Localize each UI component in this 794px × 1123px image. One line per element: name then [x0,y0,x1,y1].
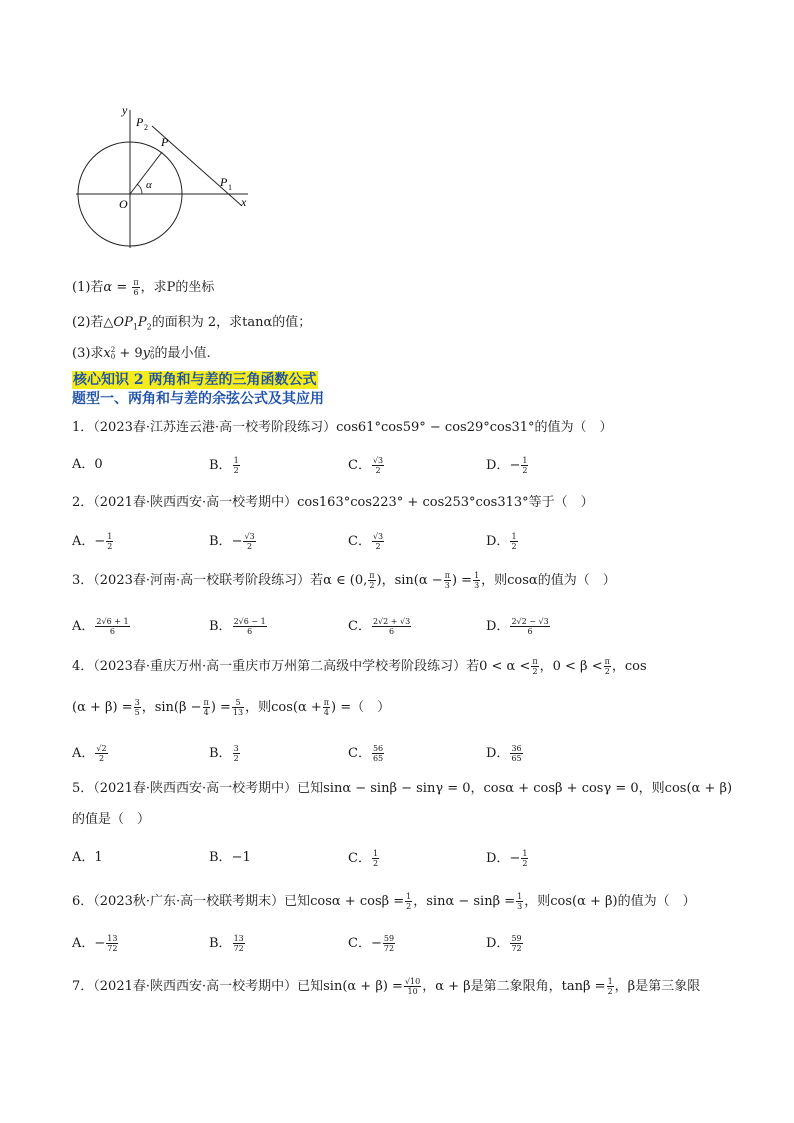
option-prefix: − [370,936,382,951]
sub-question-3 [72,345,211,363]
option-fraction [521,849,528,868]
frac-num: √3 [372,532,384,541]
option-label: C． [348,851,371,866]
option-label: C． [348,936,371,951]
frac-num: 59 [511,934,522,943]
q7-text-a: 7．（2021春·陕西西安·高一校考期中）已知sin(α + β) = [72,979,403,994]
subsection-heading: 题型一、两角和与差的余弦公式及其应用 [72,391,324,407]
option-c [348,934,396,953]
option-a [72,849,103,867]
q4-text-b: ，0 < β < [539,659,603,674]
frac-den: 2 [511,542,517,551]
frac-den: 2 [607,987,613,996]
frac-num: 56 [372,744,384,753]
q6-text-a: 6．（2023秋·广东·高一校联考期末）已知cosα + cosβ = [72,894,405,909]
option-label: A． [72,619,95,634]
frac-num: 1 [406,892,412,901]
frac-num: 2√2 + √3 [372,617,411,626]
option-fraction [510,744,522,763]
option-b [209,744,241,763]
point-p1-subscript: 1 [228,183,232,192]
option-label: B． [209,534,232,549]
option-fraction [510,934,522,953]
option-fraction [106,934,118,953]
option-fraction [233,744,240,763]
q7-text-b: ，α + β是第二象限角，tanβ = [422,979,606,994]
frac-num: 13 [107,934,118,943]
y-axis-label: y [122,103,128,117]
frac-den: 2 [233,466,239,475]
option-label: A． [72,850,95,865]
frac-den: 2 [522,466,528,475]
frac-den: 2 [98,754,105,763]
alpha-label: α [146,179,152,191]
frac-num: 1 [511,532,517,541]
option-a [72,934,119,953]
sq3-x-sup: 2 [110,345,116,354]
frac-num: π [323,698,330,707]
frac-den: 65 [511,754,522,763]
frac-num: √3 [244,532,255,541]
section-heading: 核心知识 2 两角和与差的三角函数公式 [73,372,317,388]
q4-text-d: (α + β) = [72,700,133,715]
option-c [348,617,412,636]
option-fraction [233,934,245,953]
option-prefix: − [94,534,106,549]
q4-frac-3 [134,698,141,717]
option-label: D． [486,534,510,549]
option-prefix: − [509,851,521,866]
sq1-text: (1)若 [72,280,104,295]
option-a [72,532,114,551]
q4-text-f: ) = [210,700,231,715]
frac-den: 72 [383,944,395,953]
option-label: A． [72,936,95,951]
q7-frac-2 [607,977,614,996]
option-label: B． [209,746,232,761]
sub-question-2 [72,314,311,337]
q6-text-b: ，sinα − sinβ = [413,894,516,909]
option-prefix: − [509,458,521,473]
frac-den: 3 [474,581,480,590]
frac-den: 2 [406,902,412,911]
option-fraction [372,849,379,868]
frac-den: 2 [375,466,381,475]
q3-frac-2 [444,571,451,590]
frac-den: 6 [527,627,533,636]
question-3-stem [72,571,616,590]
option-fraction [372,617,411,636]
option-d [486,934,524,953]
option-b [209,532,257,551]
option-label: B． [209,619,232,634]
frac-num: π [444,571,450,580]
frac-den: 2 [247,542,253,551]
option-label: C． [348,534,371,549]
option-fraction [372,744,384,763]
sq1-post: ，求P的坐标 [140,280,215,295]
q4-frac-5 [232,698,244,717]
frac-den: 2 [369,581,375,590]
option-c [348,849,380,868]
option-b [209,617,268,636]
q4-text-a: 4．（2023春·重庆万州·高一重庆市万州第二高级中学校考阶段练习）若0 < α < [72,659,531,674]
option-fraction [510,617,549,636]
q4-text-h: ) =（ ） [331,700,391,715]
q4-frac-2 [604,657,611,676]
sq3-y-sup: 2 [150,345,155,354]
q3-frac-3 [473,571,480,590]
option-fraction [106,532,113,551]
frac-den: 4 [323,708,329,717]
option-label: D． [486,746,510,761]
question-6-stem [72,892,696,911]
sq2-op: OP [113,315,133,330]
sq1-frac-num: π [133,278,139,287]
option-label: B． [209,936,232,951]
frac-den: 2 [107,542,113,551]
sq2-text: (2)若△ [72,315,114,330]
sub-question-1 [72,278,214,297]
angle-arc [137,184,142,194]
option-label: B． [209,850,232,865]
option-d [486,532,519,551]
frac-num: π [203,698,209,707]
question-2-stem: 2．（2021春·陕西西安·高一校考期中）cos163°cos223° + cos253°cos313°等于（ ） [72,495,594,510]
frac-num: 2√2 − √3 [511,617,549,626]
point-p-label: P [161,135,169,149]
q7-text-c: ，β是第三象限 [614,979,701,994]
option-value: −1 [231,850,251,865]
option-label: D． [486,458,510,473]
point-p2-subscript: 2 [144,123,148,132]
option-b [209,849,251,867]
frac-num: 2√6 − 1 [233,617,266,626]
q6-frac-2 [516,892,523,911]
frac-den: 2 [532,667,538,676]
option-label: C． [348,458,371,473]
option-c [348,532,385,551]
option-fraction [243,532,255,551]
q4-frac-6 [323,698,330,717]
q7-frac-1 [404,977,421,996]
q3-text-b: )，sin(α − [376,573,443,588]
option-fraction [372,456,384,475]
sq1-eq: = [112,280,132,295]
frac-num: 1 [372,849,379,858]
option-d [486,456,529,475]
q4-text-g: ，则cos(α + [245,700,322,715]
frac-den: 2 [233,754,239,763]
frac-den: 4 [203,708,209,717]
sq3-y-sub: 0 [150,352,155,361]
option-a [72,617,131,636]
sq2-sub2: 2 [146,322,152,332]
sq3-mid: + 9 [115,346,143,361]
sq3-y: y [142,346,151,361]
option-prefix: − [231,534,243,549]
unit-circle-figure [70,98,260,262]
option-label: A． [72,746,95,761]
x-axis-label: x [241,195,247,209]
frac-num: 1 [474,571,480,580]
frac-den: 2 [375,542,381,551]
sq3-text: (3)求 [72,346,104,361]
option-label: D． [486,936,510,951]
frac-num: 2√6 + 1 [96,617,129,626]
option-label: C． [348,746,371,761]
q3-text-d: ，则cosα的值为（ ） [481,573,616,588]
frac-den: 3 [444,581,450,590]
frac-num: 1 [517,892,523,901]
option-fraction [95,617,129,636]
sq1-fraction [132,278,139,297]
option-label: A． [72,534,95,549]
frac-num: 59 [383,934,395,943]
frac-den: 6 [389,627,395,636]
option-value: 0 [94,457,103,472]
sq3-x-sub: 0 [110,352,116,361]
option-prefix: − [94,936,106,951]
option-b [209,934,246,953]
option-label: D． [486,851,510,866]
q6-frac-1 [405,892,412,911]
frac-den: 72 [107,944,118,953]
option-fraction [233,456,240,475]
option-c [348,456,385,475]
frac-num: √10 [404,977,421,986]
option-label: C． [348,619,371,634]
q6-text-c: ，则cos(α + β)的值为（ ） [524,894,696,909]
frac-den: 2 [372,859,379,868]
frac-num: 1 [522,456,528,465]
option-fraction [372,532,384,551]
frac-num: 1 [233,456,239,465]
frac-num: √2 [96,744,107,753]
frac-num: π [532,657,538,666]
question-5-stem-line2: 的值是（ ） [72,812,151,827]
option-c [348,744,385,763]
frac-num: 3 [233,744,239,753]
frac-num: 3 [134,698,140,707]
q3-text-a: 3．（2023春·河南·高一校联考阶段练习）若α ∈ (0, [72,573,368,588]
frac-num: √3 [372,456,384,465]
q4-frac-1 [531,657,538,676]
point-p2-label: P [136,115,144,129]
point-p1-label: P [220,175,228,189]
q4-text-e: ，sin(β − [141,700,202,715]
frac-num: π [604,657,610,666]
sq1-frac-den: 6 [133,288,139,297]
q4-frac-4 [203,698,210,717]
frac-den: 2 [522,859,528,868]
frac-num: 13 [233,934,244,943]
option-fraction [383,934,395,953]
question-1-stem: 1．（2023春·江苏连云港·高一校考阶段练习）cos61°cos59° − cos29°cos31°的值为（ ） [72,420,613,435]
option-fraction [521,456,528,475]
frac-den: 2 [604,667,610,676]
option-a [72,456,103,474]
frac-num: π [369,571,375,580]
option-label: D． [486,619,510,634]
option-d [486,849,529,868]
q3-frac-1 [368,571,375,590]
sq1-alpha: α [103,280,113,295]
frac-num: 1 [107,532,113,541]
origin-label: O [119,197,128,211]
frac-den: 65 [372,754,384,763]
option-fraction [95,744,107,763]
q4-text-c: ，cos [611,659,647,674]
option-b [209,456,241,475]
option-a [72,744,109,763]
frac-den: 72 [511,944,522,953]
question-4-stem-line2 [72,698,390,717]
q3-text-c: ) = [451,573,473,588]
sq2-p: P [137,315,147,330]
sq2-sub1: 1 [132,322,138,332]
frac-den: 13 [232,708,244,717]
frac-num: 1 [607,977,613,986]
frac-den: 3 [517,902,523,911]
frac-den: 6 [109,627,116,636]
option-fraction [510,532,517,551]
option-label: A． [72,457,95,472]
frac-den: 6 [247,627,253,636]
option-d [486,617,551,636]
unit-circle-diagram [70,98,260,258]
sq3-post: 的最小值. [154,346,211,361]
frac-num: 1 [522,849,528,858]
frac-den: 5 [134,708,140,717]
option-label: B． [209,458,232,473]
frac-num: 5 [232,698,244,708]
frac-den: 10 [407,987,418,996]
question-4-stem-line1 [72,657,647,676]
sq3-x: x [103,346,111,361]
frac-num: 36 [511,744,522,753]
question-7-stem [72,977,700,996]
option-value: 1 [94,850,103,865]
question-5-stem-line1: 5．（2021春·陕西西安·高一校考期中）已知sinα − sinβ − sinγ = 0，cosα + cosβ + cosγ = 0，则cos(α + β) [72,781,733,796]
sq2-post: 的面积为 2，求tanα的值； [151,315,312,330]
option-d [486,744,524,763]
frac-den: 72 [233,944,244,953]
option-fraction [233,617,267,636]
